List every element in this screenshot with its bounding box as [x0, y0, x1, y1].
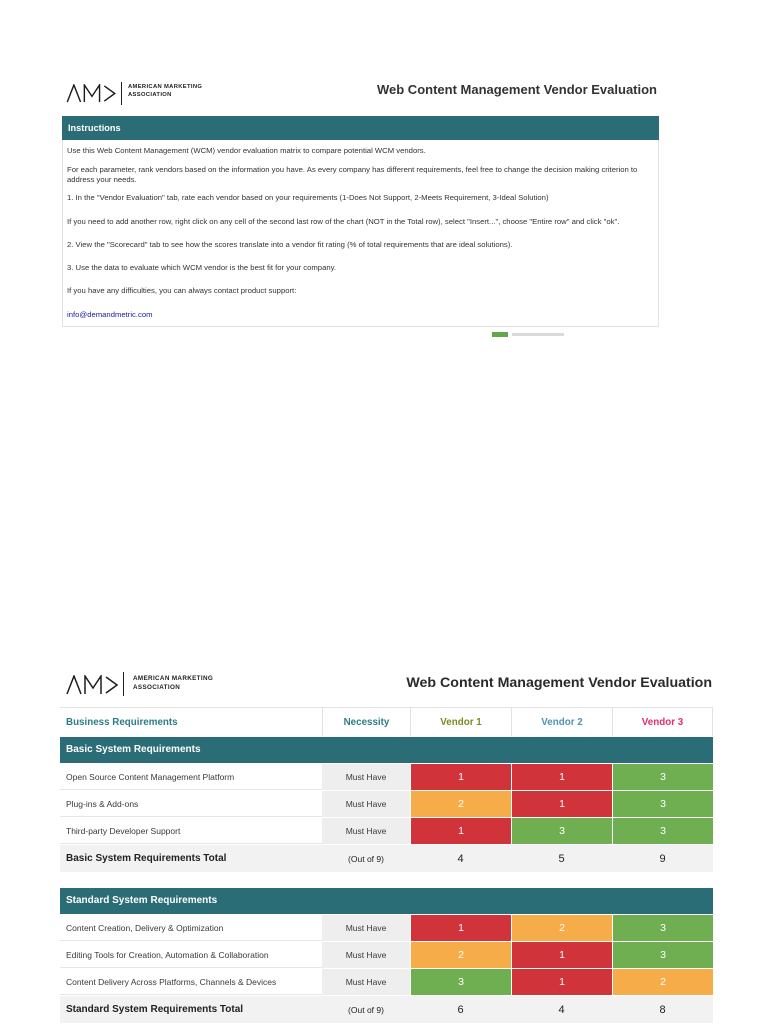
logo-org-line-1: AMERICAN MARKETING	[128, 84, 203, 90]
instructions-box	[62, 140, 659, 327]
instruction-paragraph: 1. In the "Vendor Evaluation" tab, rate each vendor based on your requirements (1-Does Not Support, 2-Meets Requirement, 3-Ideal Solution)	[67, 193, 549, 202]
requirement-cell: Third-party Developer Support	[60, 818, 322, 844]
vendor-1-score-cell: 1	[410, 818, 511, 844]
vendor-3-score-cell: 3	[612, 791, 713, 817]
logo-org-line-2: ASSOCIATION	[133, 684, 181, 691]
vendor-evaluation-table	[60, 707, 713, 1023]
vendor-1-score-cell: 2	[410, 942, 511, 968]
vendor-1-score-cell: 3	[410, 969, 511, 995]
column-header-vendor-3: Vendor 3	[612, 707, 713, 736]
necessity-cell: Must Have	[322, 942, 410, 968]
instruction-paragraph: For each parameter, rank vendors based on the information you have. As every company has different requirements, feel free to change the decision making criterion to address your needs.	[67, 165, 638, 184]
vendor-1-score-cell: 2	[410, 791, 511, 817]
table-header-row	[60, 707, 713, 736]
page-title: Web Content Management Vendor Evaluation	[376, 82, 657, 97]
total-label: Basic System Requirements Total	[66, 853, 227, 864]
instruction-paragraph: 3. Use the data to evaluate which WCM vendor is the best fit for your company.	[67, 263, 337, 272]
section-header-basic-system-requirements: Basic System Requirements	[60, 737, 713, 763]
vendor-1-total: 6	[457, 1003, 464, 1016]
table-row	[60, 791, 713, 817]
requirement-cell: Content Creation, Delivery & Optimization	[60, 915, 322, 941]
table-row	[60, 915, 713, 941]
vendor-1-score-cell: 1	[410, 915, 511, 941]
vendor-3-total: 8	[659, 1003, 666, 1016]
logo-org-line-2: ASSOCIATION	[128, 91, 172, 98]
column-header-vendor-2: Vendor 2	[511, 707, 612, 736]
ama-logo	[66, 82, 216, 106]
section-header-standard-system-requirements: Standard System Requirements	[60, 888, 713, 914]
total-out-of: (Out of 9)	[348, 853, 384, 864]
total-out-of: (Out of 9)	[348, 1004, 384, 1015]
instruction-paragraph: If you need to add another row, right click on any cell of the second last row of the chart (NOT in the Total row), select "Insert...", choose "Entire row" and click "ok".	[67, 217, 620, 226]
vendor-2-total: 4	[558, 1003, 565, 1016]
instruction-paragraph: If you have any difficulties, you can always contact product support:	[67, 286, 297, 295]
table-row	[60, 764, 713, 790]
logo-org-name	[128, 84, 202, 99]
vendor-2-total: 5	[558, 852, 565, 865]
instruction-paragraph: 2. View the "Scorecard" tab to see how the scores translate into a vendor fit rating (% of total requirements that are ideal solutions).	[67, 240, 513, 249]
ama-logo	[66, 672, 226, 698]
necessity-cell: Must Have	[322, 818, 410, 844]
ama-logo-mark	[66, 675, 118, 695]
instruction-paragraph: Use this Web Content Management (WCM) vendor evaluation matrix to compare potential WCM vendors.	[67, 146, 426, 155]
table-row	[60, 818, 713, 844]
vendor-2-score-cell: 1	[511, 969, 612, 995]
logo-org-name	[133, 674, 213, 692]
column-header-vendor-1: Vendor 1	[410, 707, 511, 736]
instructions-header-bar: Instructions	[62, 116, 659, 140]
vendor-3-score-cell: 2	[612, 969, 713, 995]
vendor-3-total: 9	[659, 852, 666, 865]
necessity-cell: Must Have	[322, 791, 410, 817]
vendor-2-score-cell: 3	[511, 818, 612, 844]
necessity-cell: Must Have	[322, 764, 410, 790]
logo-divider	[123, 672, 124, 696]
vendor-3-score-cell: 3	[612, 764, 713, 790]
necessity-cell: Must Have	[322, 915, 410, 941]
requirement-cell: Plug-ins & Add-ons	[60, 791, 322, 817]
vendor-3-score-cell: 3	[612, 915, 713, 941]
vendor-3-score-cell: 3	[612, 818, 713, 844]
requirement-cell: Editing Tools for Creation, Automation & Collaboration	[60, 942, 322, 968]
logo-org-line-1: AMERICAN MARKETING	[133, 675, 214, 682]
necessity-cell: Must Have	[322, 969, 410, 995]
vendor-1-total: 4	[457, 852, 464, 865]
column-header-necessity: Necessity	[322, 707, 410, 736]
support-email-link[interactable]: info@demandmetric.com	[67, 310, 153, 319]
page-title: Web Content Management Vendor Evaluation	[406, 675, 712, 691]
vendor-2-score-cell: 2	[511, 915, 612, 941]
table-row	[60, 942, 713, 968]
table-row	[60, 969, 713, 995]
vendor-2-score-cell: 1	[511, 942, 612, 968]
cropped-text-fragment	[512, 333, 564, 336]
section-total-row	[60, 845, 713, 872]
section-total-row	[60, 996, 713, 1023]
vendor-3-score-cell: 3	[612, 942, 713, 968]
column-header-business-requirements: Business Requirements	[60, 707, 322, 736]
requirement-cell: Open Source Content Management Platform	[60, 764, 322, 790]
requirement-cell: Content Delivery Across Platforms, Channels & Devices	[60, 969, 322, 995]
vendor-2-score-cell: 1	[511, 791, 612, 817]
logo-divider	[121, 82, 122, 105]
total-label: Standard System Requirements Total	[66, 1004, 244, 1015]
vendor-1-score-cell: 1	[410, 764, 511, 790]
cropped-logo-fragment	[492, 332, 508, 337]
ama-logo-mark	[66, 84, 116, 103]
vendor-2-score-cell: 1	[511, 764, 612, 790]
